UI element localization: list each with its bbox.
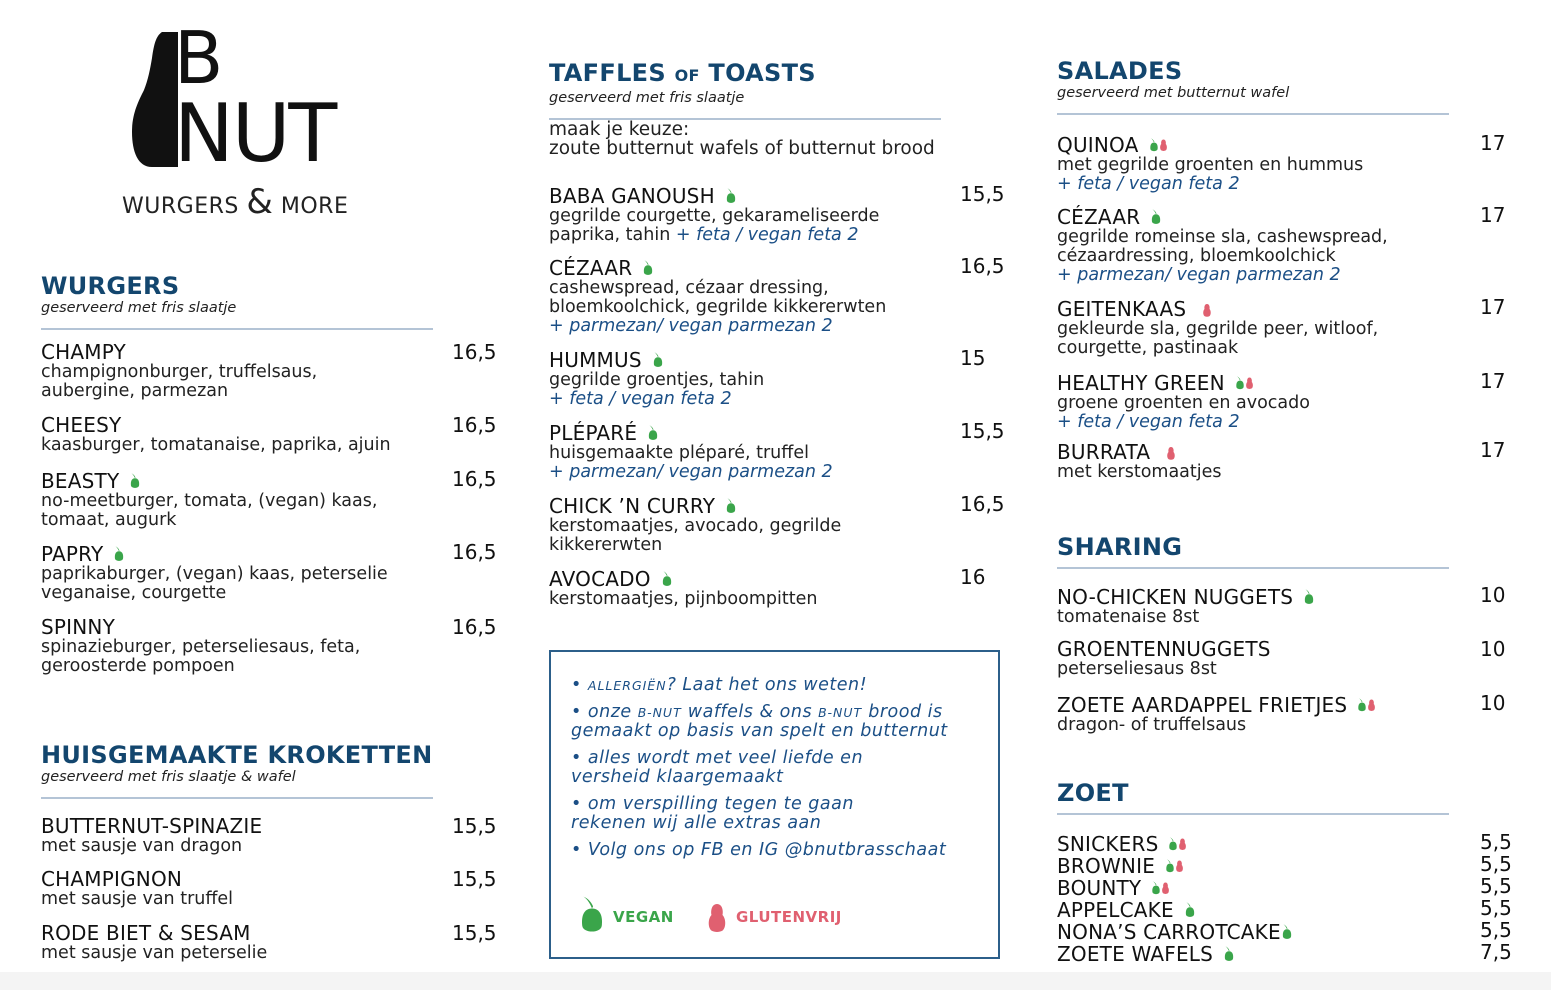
item-name-row	[549, 347, 1009, 371]
vegan-icon	[647, 420, 659, 442]
item-name: CÉZAAR	[1057, 205, 1141, 229]
menu-item-plepare	[549, 420, 1009, 482]
item-price: 5,5	[1480, 830, 1512, 854]
item-price: 16,5	[452, 340, 497, 364]
item-name: CHEESY	[41, 413, 122, 437]
item-price: 5,5	[1480, 852, 1512, 876]
info-sc: B-NUT	[818, 705, 863, 720]
item-price: 16,5	[452, 467, 497, 491]
info-text: brood is	[862, 702, 943, 722]
glutenfree-icon	[1159, 133, 1168, 157]
item-desc: gekleurde sla, gegrilde peer, witloof,	[1057, 319, 1379, 339]
item-name: NO-CHICKEN NUGGETS	[1057, 585, 1294, 609]
logo-tagline	[122, 182, 348, 222]
info-text: onze	[587, 702, 638, 722]
menu-item-beasty	[41, 468, 501, 530]
info-text: versheid klaargemaakt	[571, 767, 784, 787]
info-list	[571, 676, 981, 868]
vegan-icon	[1165, 853, 1175, 875]
tagline-amp: &	[246, 182, 274, 222]
menu-item-cezaar-salade	[1057, 204, 1517, 285]
item-price: 15,5	[452, 921, 497, 945]
item-price: 17	[1480, 295, 1506, 319]
item-desc: gegrilde romeinse sla, cashewspread,	[1057, 227, 1388, 247]
tagline-wurgers: WURGERS	[122, 194, 239, 219]
info-allergies: • ALLERGIËN? Laat het ons weten!	[571, 675, 868, 695]
legend-glutenfree-label: GLUTENVRIJ	[736, 908, 842, 926]
section-title-zoet: ZOET	[1057, 779, 1129, 807]
item-name: CÉZAAR	[549, 256, 633, 280]
item-desc: groene groenten en avocado	[1057, 393, 1310, 413]
item-desc: met kerstomaatjes	[1057, 462, 1222, 482]
item-desc: met gegrilde groenten en hummus	[1057, 155, 1364, 175]
item-price: 17	[1480, 203, 1506, 227]
item-desc: met sausje van truffel	[41, 889, 234, 909]
item-desc: kerstomaatjes, pijnboompitten	[549, 589, 818, 609]
info-sc: B-NUT	[637, 705, 682, 720]
vegan-icon	[725, 183, 737, 205]
item-desc: cézaardressing, bloemkoolchick	[1057, 246, 1336, 266]
item-name-row	[549, 493, 1009, 517]
vegan-icon	[725, 493, 737, 515]
menu-item-groentennuggets	[1057, 638, 1517, 679]
item-extra: + feta / vegan feta 2	[675, 225, 859, 245]
item-price: 7,5	[1480, 940, 1512, 964]
item-price: 17	[1480, 131, 1506, 155]
menu-item-bounty	[1057, 875, 1517, 899]
item-name-row	[1057, 831, 1517, 855]
item-price: 16,5	[452, 540, 497, 564]
item-name: GROENTENNUGGETS	[1057, 637, 1271, 661]
item-name-row	[1057, 439, 1517, 463]
vegan-icon	[579, 892, 605, 942]
section-divider	[1057, 813, 1449, 815]
vegan-icon	[1303, 584, 1315, 606]
item-extra: + parmezan/ vegan parmezan 2	[549, 316, 833, 336]
section-divider	[1057, 113, 1449, 115]
legend-glutenfree	[706, 892, 842, 942]
item-desc-row	[549, 226, 1009, 245]
item-price: 5,5	[1480, 874, 1512, 898]
item-name-row	[41, 541, 501, 565]
item-price: 5,5	[1480, 896, 1512, 920]
info-text: Volg ons op FB en IG @bnutbrasschaat	[587, 840, 947, 860]
vegan-icon	[1184, 897, 1196, 919]
item-desc: kerstomaatjes, avocado, gegrilde	[549, 516, 842, 536]
section-title-wurgers: WURGERS	[41, 272, 180, 300]
item-desc: courgette, pastinaak	[1057, 338, 1239, 358]
item-name-row	[1057, 204, 1517, 228]
menu-item-quinoa	[1057, 132, 1517, 194]
info-sc: ALLERGIËN	[587, 678, 667, 693]
item-extra: + parmezan/ vegan parmezan 2	[549, 462, 833, 482]
item-name: BEASTY	[41, 469, 120, 493]
item-price: 15,5	[960, 419, 1005, 443]
tagline-more: MORE	[280, 194, 349, 219]
item-name: AVOCADO	[549, 567, 651, 591]
menu-item-snickers	[1057, 831, 1517, 855]
item-name-row	[549, 255, 1009, 279]
item-price: 10	[1480, 691, 1506, 715]
item-desc: champignonburger, truffelsaus,	[41, 362, 318, 382]
item-desc: tomatenaise 8st	[1057, 607, 1200, 627]
section-sharing	[1057, 533, 1449, 569]
info-social: • Volg ons op FB en IG @bnutbrasschaat	[571, 840, 947, 860]
title-toasts: TOASTS	[708, 59, 816, 87]
pear-logo-icon	[132, 32, 178, 167]
section-subtitle-taffles: geserveerd met fris slaatje	[549, 90, 745, 106]
item-price: 10	[1480, 583, 1506, 607]
section-salades	[1057, 57, 1449, 115]
menu-item-spinny	[41, 616, 501, 676]
item-price: 10	[1480, 637, 1506, 661]
item-name-row	[1057, 370, 1517, 394]
item-name: GEITENKAAS	[1057, 297, 1187, 321]
item-name: CHAMPY	[41, 340, 126, 364]
logo-word-nut: NUT	[174, 87, 336, 180]
item-price: 16,5	[452, 413, 497, 437]
item-name-row	[1057, 296, 1517, 320]
intro-line: maak je keuze:	[549, 119, 690, 140]
item-price: 15,5	[452, 867, 497, 891]
item-name-row	[1057, 584, 1517, 608]
menu-item-rode-biet	[41, 922, 501, 963]
info-text: waffels & ons	[681, 702, 819, 722]
item-name: ZOETE WAFELS	[1057, 942, 1214, 966]
item-desc: kaasburger, tomatanaise, paprika, ajuin	[41, 435, 391, 455]
item-price: 16,5	[452, 615, 497, 639]
item-desc: cashewspread, cézaar dressing,	[549, 278, 829, 298]
item-name: BUTTERNUT-SPINAZIE	[41, 814, 263, 838]
item-name: BOUNTY	[1057, 876, 1142, 900]
vegan-icon	[1281, 919, 1293, 941]
menu-item-cheesy	[41, 414, 501, 455]
logo-letter-b: B	[174, 16, 224, 100]
vegan-icon	[1223, 941, 1235, 963]
item-desc: no-meetburger, tomata, (vegan) kaas,	[41, 491, 378, 511]
taffles-intro	[549, 120, 935, 158]
vegan-icon	[1235, 370, 1245, 392]
menu-item-no-chicken-nuggets	[1057, 584, 1517, 627]
menu-item-champignon	[41, 868, 501, 909]
item-name-row	[1057, 692, 1517, 716]
info-extras: • om verspilling tegen te gaan rekenen wij alle extras aan	[571, 794, 854, 833]
logo	[118, 16, 368, 222]
item-name: PAPRY	[41, 542, 104, 566]
intro-line: zoute butternut wafels of butternut brood	[549, 138, 935, 159]
section-zoet	[1057, 779, 1449, 815]
menu-item-healthy-green	[1057, 370, 1517, 432]
menu-item-burrata	[1057, 439, 1517, 482]
item-price: 15,5	[960, 182, 1005, 206]
section-title-kroketten: HUISGEMAAKTE KROKETTEN	[41, 741, 433, 769]
vegan-icon	[1151, 875, 1161, 897]
section-divider	[41, 797, 433, 799]
glutenfree-icon	[1245, 371, 1254, 395]
info-text: om verspilling tegen te gaan	[587, 794, 854, 814]
item-name-row	[549, 183, 1009, 207]
vegan-icon	[1168, 831, 1178, 853]
glutenfree-icon	[1166, 439, 1176, 461]
item-name: BURRATA	[1057, 440, 1151, 464]
item-price: 16,5	[960, 254, 1005, 278]
menu-item-avocado	[549, 566, 1009, 609]
item-name-row	[1057, 897, 1517, 921]
item-desc: met sausje van dragon	[41, 836, 243, 856]
info-box	[549, 650, 1000, 959]
item-name: NONA’S CARROTCAKE	[1057, 920, 1281, 944]
item-name-row	[549, 566, 1009, 590]
section-subtitle-kroketten: geserveerd met fris slaatje & wafel	[41, 769, 296, 785]
title-of: OF	[674, 66, 700, 85]
menu-item-papry	[41, 541, 501, 603]
section-kroketten	[41, 741, 433, 799]
item-extra: + parmezan/ vegan parmezan 2	[1057, 265, 1341, 285]
item-name: APPELCAKE	[1057, 898, 1174, 922]
item-desc: dragon- of truffelsaus	[1057, 715, 1247, 735]
item-desc: kikkererwten	[549, 535, 663, 555]
item-desc: aubergine, parmezan	[41, 381, 229, 401]
section-taffles	[549, 59, 941, 120]
menu-item-brownie	[1057, 853, 1517, 877]
item-name: BABA GANOUSH	[549, 184, 715, 208]
item-price: 16,5	[960, 492, 1005, 516]
title-taffles: TAFFLES	[549, 59, 666, 87]
section-wurgers	[41, 272, 433, 330]
item-extra: + feta / vegan feta 2	[549, 389, 732, 409]
item-desc: paprika, tahin	[549, 225, 671, 245]
item-name: SPINNY	[41, 615, 115, 639]
vegan-icon	[113, 541, 125, 563]
info-text: ? Laat het ons weten!	[666, 675, 868, 695]
section-divider	[1057, 567, 1449, 569]
item-name-row	[1057, 919, 1517, 943]
menu-item-zoete-wafels	[1057, 941, 1517, 965]
item-price: 15,5	[452, 814, 497, 838]
item-desc: veganaise, courgette	[41, 583, 227, 603]
vegan-icon	[642, 255, 654, 277]
item-price: 16	[960, 565, 986, 589]
item-desc: geroosterde pompoen	[41, 656, 235, 676]
item-desc: gegrilde groentjes, tahin	[549, 370, 765, 390]
item-desc: huisgemaakte pléparé, truffel	[549, 443, 809, 463]
item-name-row	[1057, 875, 1517, 899]
legend-vegan	[579, 892, 674, 942]
section-title-taffles	[549, 59, 941, 90]
item-name-row	[549, 420, 1009, 444]
menu-item-cezaar-toast	[549, 255, 1009, 336]
item-name: CHAMPIGNON	[41, 867, 183, 891]
menu-item-champy	[41, 341, 501, 401]
item-name: HUMMUS	[549, 348, 642, 372]
vegan-icon	[129, 468, 141, 490]
legend-vegan-label: VEGAN	[613, 908, 674, 926]
item-desc: met sausje van peterselie	[41, 943, 268, 963]
item-price: 15	[960, 346, 986, 370]
item-desc: bloemkoolchick, gegrilde kikkererwten	[549, 297, 887, 317]
menu-item-baba-ganoush	[549, 183, 1009, 245]
menu-item-geitenkaas	[1057, 296, 1517, 358]
item-price: 17	[1480, 438, 1506, 462]
item-desc: gegrilde courgette, gekarameliseerde	[549, 206, 880, 226]
section-title-salades: SALADES	[1057, 57, 1183, 85]
section-divider	[41, 328, 433, 330]
item-name: SNICKERS	[1057, 832, 1159, 856]
section-subtitle-wurgers: geserveerd met fris slaatje	[41, 300, 237, 316]
vegan-icon	[1357, 692, 1367, 714]
info-text: alles wordt met veel liefde en	[587, 748, 864, 768]
item-name: QUINOA	[1057, 133, 1139, 157]
item-desc: peterseliesaus 8st	[1057, 659, 1217, 679]
info-text: rekenen wij alle extras aan	[571, 813, 822, 833]
menu-item-appelcake	[1057, 897, 1517, 921]
item-name: HEALTHY GREEN	[1057, 371, 1225, 395]
menu-item-nonas-carrotcake	[1057, 919, 1517, 943]
item-price: 5,5	[1480, 918, 1512, 942]
info-spelt: • onze B-NUT waffels & ons B-NUT brood is gemaakt op basis van spelt en butternut	[571, 702, 948, 741]
item-desc: spinazieburger, peterseliesaus, feta,	[41, 637, 361, 657]
section-subtitle-salades: geserveerd met butternut wafel	[1057, 85, 1290, 101]
vegan-icon	[1150, 204, 1162, 226]
item-name-row	[1057, 132, 1517, 156]
item-desc: tomaat, augurk	[41, 510, 177, 530]
info-love: • alles wordt met veel liefde en versheid klaargemaakt	[571, 748, 864, 787]
item-desc: paprikaburger, (vegan) kaas, peterselie	[41, 564, 388, 584]
item-name-row	[1057, 941, 1517, 965]
info-text: gemaakt op basis van spelt en butternut	[571, 721, 948, 741]
item-price: 17	[1480, 369, 1506, 393]
vegan-icon	[1149, 132, 1159, 154]
item-name-row	[1057, 853, 1517, 877]
vegan-icon	[661, 566, 673, 588]
menu-item-butternut-spinazie	[41, 815, 501, 856]
menu-item-chick-n-curry	[549, 493, 1009, 555]
item-name: ZOETE AARDAPPEL FRIETJES	[1057, 693, 1348, 717]
item-extra: + feta / vegan feta 2	[1057, 174, 1240, 194]
item-name: CHICK ’N CURRY	[549, 494, 716, 518]
glutenfree-icon	[1202, 296, 1212, 318]
item-name: RODE BIET & SESAM	[41, 921, 251, 945]
item-name-row	[41, 468, 501, 492]
menu-item-hummus	[549, 347, 1009, 409]
section-title-sharing: SHARING	[1057, 533, 1183, 561]
glutenfree-icon	[1367, 693, 1376, 717]
bottom-band	[0, 972, 1551, 990]
item-name: BROWNIE	[1057, 854, 1156, 878]
menu-item-zoete-aardappel-frietjes	[1057, 692, 1517, 735]
vegan-icon	[652, 347, 664, 369]
item-extra: + feta / vegan feta 2	[1057, 412, 1240, 432]
item-name: PLÉPARÉ	[549, 421, 638, 445]
glutenfree-icon	[706, 895, 728, 939]
